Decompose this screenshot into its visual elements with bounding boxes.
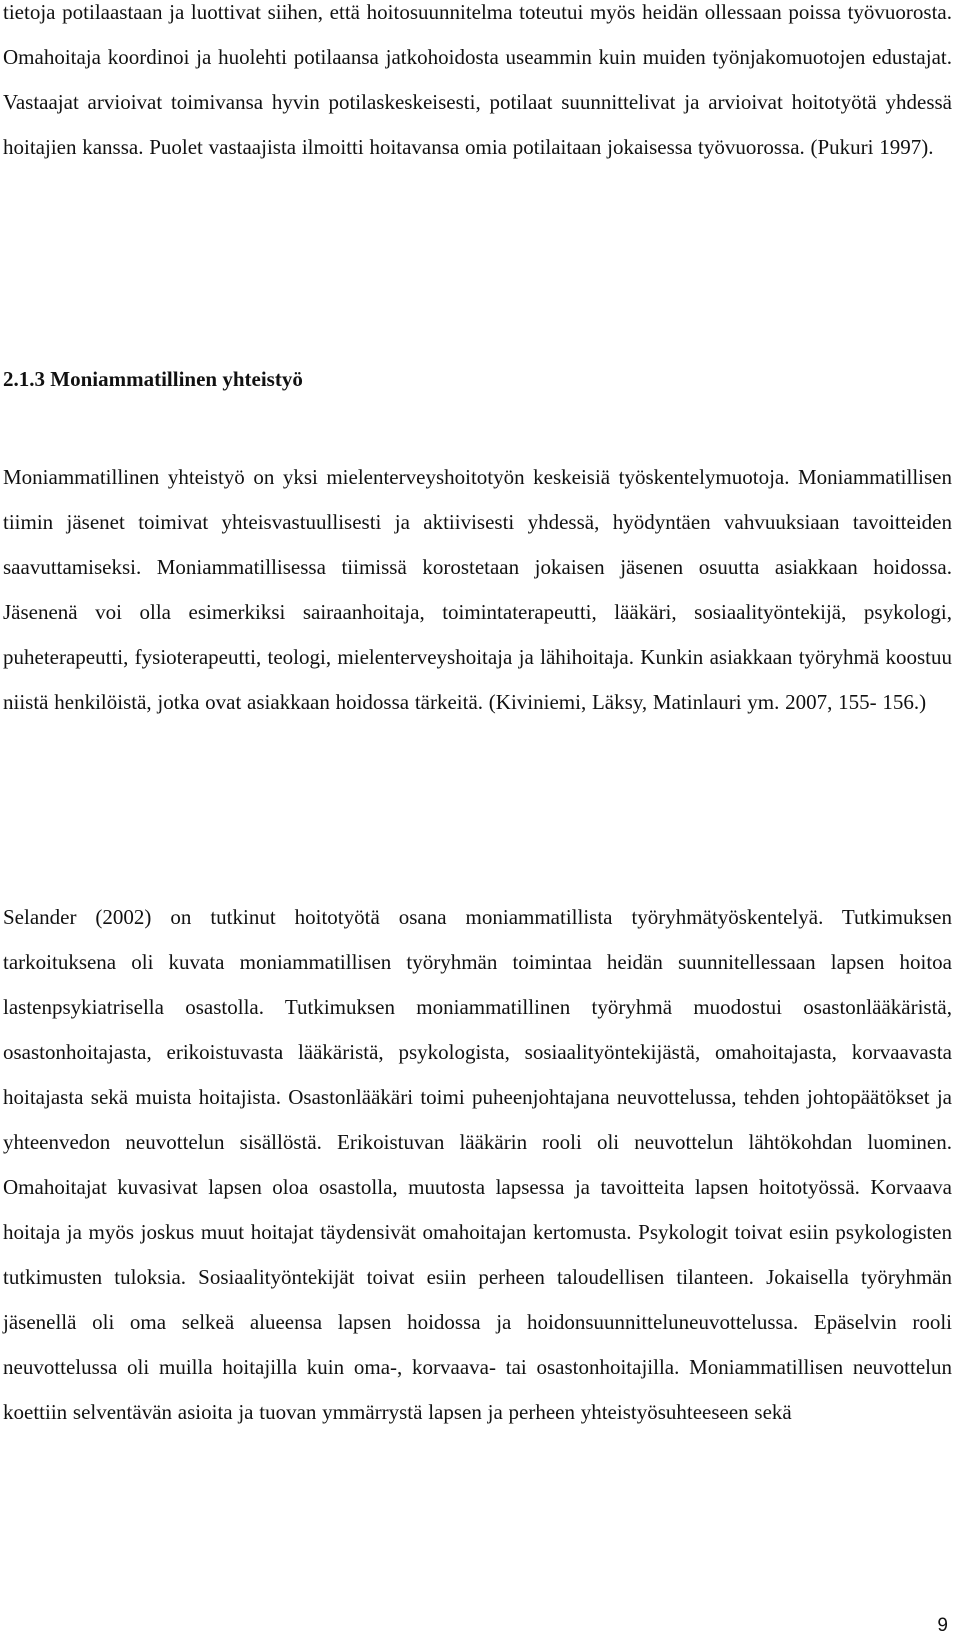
section-heading: 2.1.3 Moniammatillinen yhteistyö xyxy=(3,367,303,391)
body-paragraph-1: tietoja potilaastaan ja luottivat siihen, että hoitosuunnitelma toteutui myös heidän ollessaan poissa työvuorosta. Omahoitaja koordinoi ja huolehti potilaansa jatkohoidosta useammin kuin muiden työnjakomuotojen edustajat. Vastaajat arvioivat toimivansa hyvin potilaskeskeisesti, potilaat suunnittelivat ja arvioivat hoitotyötä yhdessä hoitajien kanssa. Puolet vastaajista ilmoitti hoitavansa omia potilaitaan jokaisessa työvuorossa. (Pukuri 1997). xyxy=(3,0,952,159)
page-number: 9 xyxy=(937,1615,948,1636)
body-paragraph-3: Selander (2002) on tutkinut hoitotyötä osana moniammatillista työryhmätyöskentelyä. Tutkimuksen tarkoituksena oli kuvata moniammatillisen työryhmän toimintaa heidän suunnitellessaan lapsen hoitoa lastenpsykiatrisella osastolla. Tutkimuksen moniammatillinen työryhmä muodostui osastonlääkäristä, osastonhoitajasta, erikoistuvasta lääkäristä, psykologista, sosiaalityöntekijästä, omahoitajasta, korvaavasta hoitajasta sekä muista hoitajista. Osastonlääkäri toimi puheenjohtajana neuvottelussa, tehden johtopäätökset ja yhteenvedon neuvottelun sisällöstä. Erikoistuvan lääkärin rooli oli neuvottelun lähtökohdan luominen. Omahoitajat kuvasivat lapsen oloa osastolla, muutosta lapsessa ja tavoitteita lapsen hoitotyössä. Korvaava hoitaja ja myös joskus muut hoitajat täydensivät omahoitajan kertomusta. Psykologit toivat esiin psykologisten tutkimusten tuloksia. Sosiaalityöntekijät toivat esiin perheen taloudellisen tilanteen. Jokaisella työryhmän jäsenellä oli oma selkeä alueensa lapsen hoidossa ja hoidonsuunnitteluneuvottelussa. Epäselvin rooli neuvottelussa oli muilla hoitajilla kuin oma-, korvaava- tai osastonhoitajilla. Moniammatillisen neuvottelun koettiin selventävän asioita ja tuovan ymmärrystä lapsen ja perheen yhteistyösuhteeseen sekä xyxy=(3,905,952,1424)
body-paragraph-2: Moniammatillinen yhteistyö on yksi mielenterveyshoitotyön keskeisiä työskentelymuotoja. Moniammatillisen tiimin jäsenet toimivat yhteisvastuullisesti ja aktiivisesti yhdessä, hyödyntäen vahvuuksiaan tavoitteiden saavuttamiseksi. Moniammatillisessa tiimissä korostetaan jokaisen jäsenen osuutta asiakkaan hoidossa. Jäsenenä voi olla esimerkiksi sairaanhoitaja, toimintaterapeutti, lääkäri, sosiaalityöntekijä, psykologi, puheterapeutti, fysioterapeutti, teologi, mielenterveyshoitaja ja lähihoitaja. Kunkin asiakkaan työryhmä koostuu niistä henkilöistä, jotka ovat asiakkaan hoidossa tärkeitä. (Kiviniemi, Läksy, Matinlauri ym. 2007, 155- 156.) xyxy=(3,465,952,714)
